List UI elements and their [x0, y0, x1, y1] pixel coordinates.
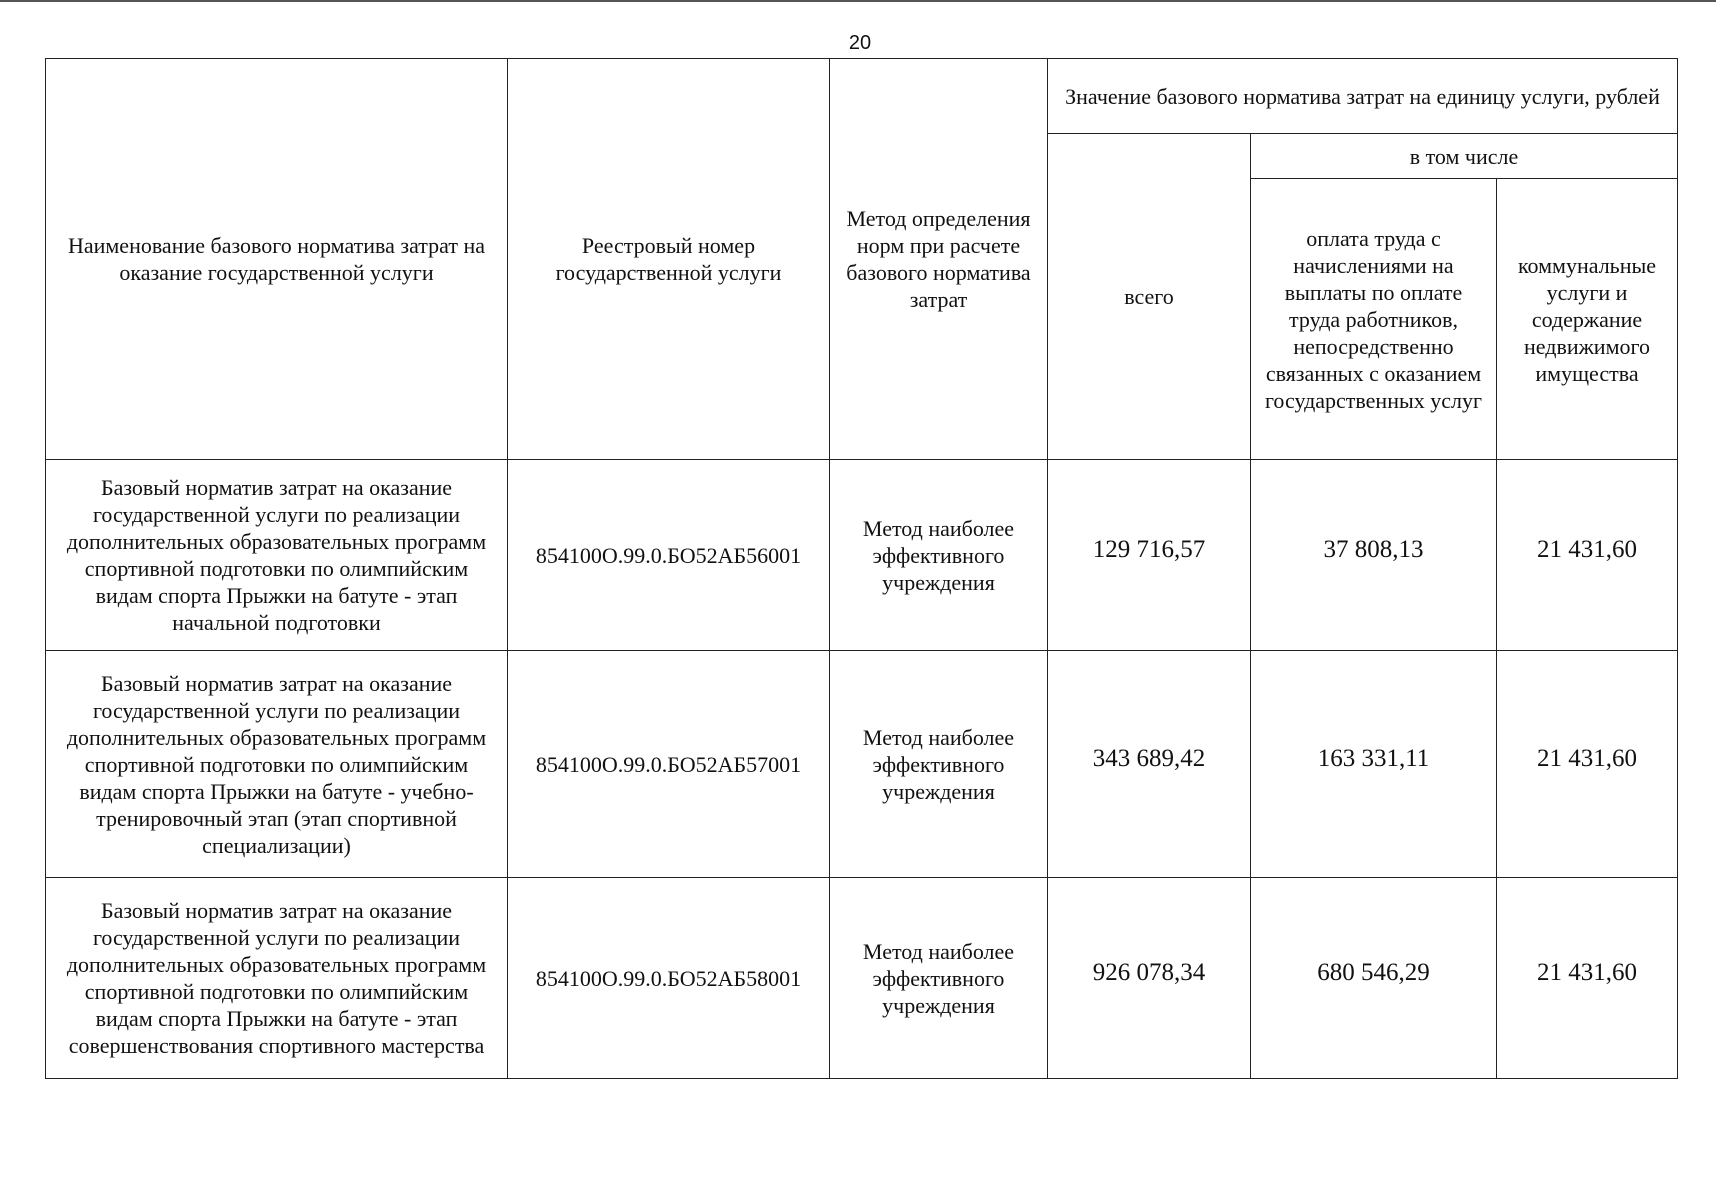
value-labor: 163 331,11: [1317, 744, 1430, 772]
header-labor: оплата труда с начислениями на выплаты по оплате труда работников, непосредственно связанных с оказанием государственных услуг: [1251, 179, 1497, 460]
page-number: 20: [848, 32, 872, 54]
cell-method: Метод наиболее эффективного учреждения: [830, 651, 1048, 878]
cell-utilities: [1497, 460, 1678, 651]
value-labor: 680 546,29: [1317, 958, 1430, 986]
cell-total: [1048, 651, 1251, 878]
header-including: в том числе: [1251, 134, 1678, 179]
header-utilities: коммунальные услуги и содержание недвижимого имущества: [1497, 179, 1678, 460]
cell-utilities: [1497, 878, 1678, 1079]
value-utilities: 21 431,60: [1537, 535, 1637, 563]
cell-total: [1048, 460, 1251, 651]
top-border-line: [0, 0, 1716, 2]
cell-method: Метод наиболее эффективного учреждения: [830, 878, 1048, 1079]
cell-registry-number: 854100О.99.0.БО52АБ56001: [508, 460, 830, 651]
value-total: 343 689,42: [1092, 744, 1206, 772]
header-name: Наименование базового норматива затрат на оказание государственной услуги: [46, 59, 508, 460]
table-row: [46, 460, 1678, 651]
cell-registry-number: 854100О.99.0.БО52АБ58001: [508, 878, 830, 1079]
cell-name: Базовый норматив затрат на оказание государственной услуги по реализации дополнительных образовательных программ спортивной подготовки по олимпийским видам спорта Прыжки на батуте - этап начальной подготовки: [46, 460, 508, 651]
cell-method: Метод наиболее эффективного учреждения: [830, 460, 1048, 651]
cell-registry-number: 854100О.99.0.БО52АБ57001: [508, 651, 830, 878]
cell-labor: [1251, 460, 1497, 651]
header-value-group: Значение базового норматива затрат на единицу услуги, рублей: [1048, 59, 1678, 134]
cell-labor: [1251, 651, 1497, 878]
header-method: Метод определения норм при расчете базового норматива затрат: [830, 59, 1048, 460]
header-registry-number: Реестровый номер государственной услуги: [508, 59, 830, 460]
value-labor: 37 808,13: [1323, 535, 1424, 563]
cell-name: Базовый норматив затрат на оказание государственной услуги по реализации дополнительных образовательных программ спортивной подготовки по олимпийским видам спорта Прыжки на батуте - учебно-тренировочный этап (этап спортивной специализации): [46, 651, 508, 878]
value-total: 129 716,57: [1092, 535, 1206, 563]
value-total: 926 078,34: [1092, 958, 1206, 986]
cost-norms-table: [45, 58, 1678, 1079]
value-utilities: 21 431,60: [1537, 958, 1637, 986]
cell-utilities: [1497, 651, 1678, 878]
header-total: всего: [1048, 134, 1251, 460]
value-utilities: 21 431,60: [1537, 744, 1637, 772]
cell-total: [1048, 878, 1251, 1079]
table-row: [46, 878, 1678, 1079]
table-row: [46, 651, 1678, 878]
cell-labor: [1251, 878, 1497, 1079]
cell-name: Базовый норматив затрат на оказание государственной услуги по реализации дополнительных образовательных программ спортивной подготовки по олимпийским видам спорта Прыжки на батуте - этап совершенствования спортивного мастерства: [46, 878, 508, 1079]
